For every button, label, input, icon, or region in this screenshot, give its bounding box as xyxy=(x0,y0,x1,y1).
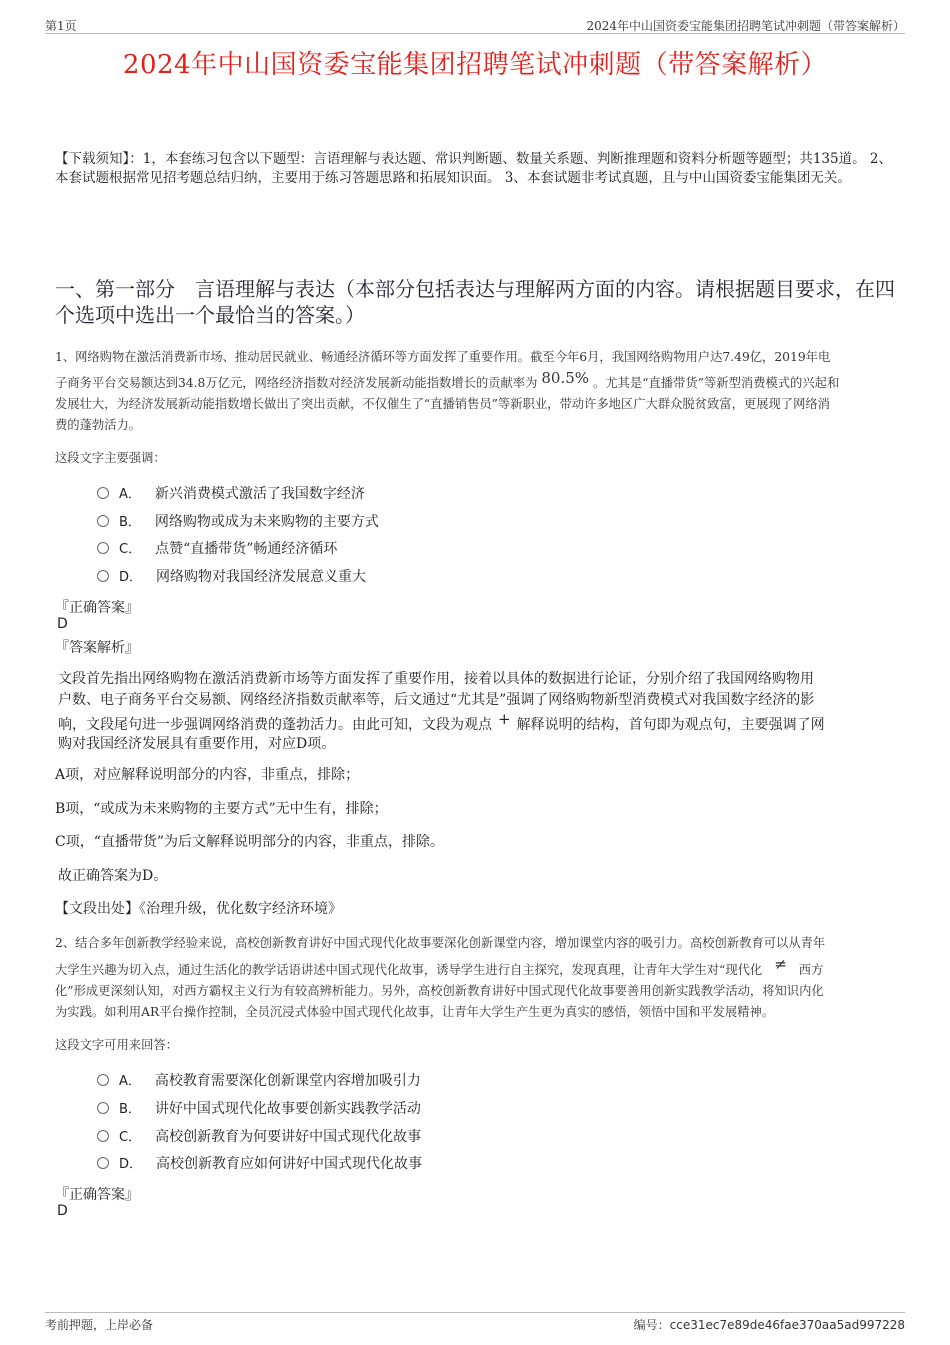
footer-code-label: 编号： xyxy=(633,1318,670,1332)
q2-answer: D xyxy=(57,1203,68,1219)
q1-analysis-label: 『答案解析』 xyxy=(55,640,139,656)
q2-text-line2a: 大学生兴趣为切入点，通过生活化的教学话语讲述中国式现代化故事，诱导学生进行自主探究，发现真理，让青年大学生对“现代化 xyxy=(55,963,763,977)
option-text: 网络购物对我国经济发展意义重大 xyxy=(156,569,367,585)
option-text: 高校创新教育为何要讲好中国式现代化故事 xyxy=(155,1129,422,1145)
footer-slogan: 考前押题，上岸必备 xyxy=(45,1318,154,1332)
q1-analysis-line3b: 解释说明的结构，首句即为观点句，主要强调了网 xyxy=(516,717,825,733)
q1-answer: D xyxy=(57,616,68,632)
q1-text-line2b: 。尤其是“直播带货”等新型消费模式的兴起和 xyxy=(593,376,840,390)
option-text: 讲好中国式现代化故事要创新实践教学活动 xyxy=(154,1101,421,1117)
q1-option-b[interactable] xyxy=(97,512,379,532)
q2-text-line4: 为实践。如利用AR平台操作控制，全员沉浸式体验中国式现代化故事，让青年大学生产生更为真实的感悟，领悟中国和平发展精神。 xyxy=(55,1005,775,1019)
q1-analysis-line1: 文段首先指出网络购物在激活消费新市场等方面发挥了重要作用，接着以具体的数据进行论证，分别介绍了我国网络购物用 xyxy=(58,671,814,687)
q1-text-line2a: 子商务平台交易额达到34.8万亿元，网络经济指数对经济发展新动能指数增长的贡献率为 xyxy=(55,376,538,390)
q1-option-d[interactable] xyxy=(97,567,366,587)
q1-analysis-line3a: 响，文段尾句进一步强调网络消费的蓬勃活力。由此可知，文段为观点 xyxy=(58,717,492,733)
q1-answer-label: 『正确答案』 xyxy=(55,600,139,616)
q1-text-line2 xyxy=(55,371,839,394)
option-letter: D． xyxy=(119,570,143,585)
page-title: 2024年中山国资委宝能集团招聘笔试冲刺题（带答案解析） xyxy=(122,50,828,80)
header-divider xyxy=(45,33,905,34)
q2-text-line2 xyxy=(55,955,824,981)
q2-prompt: 这段文字可用来回答： xyxy=(55,1038,178,1052)
q2-option-d[interactable] xyxy=(97,1154,422,1174)
option-text: 高校教育需要深化创新课堂内容增加吸引力 xyxy=(154,1073,421,1089)
option-letter: A． xyxy=(119,1074,141,1089)
q1-analysis-option-b: B项，“或成为未来购物的主要方式”无中生有，排除； xyxy=(55,801,388,817)
download-notice: 【下载须知】：1，本套练习包含以下题型：言语理解与表达题、常识判断题、数量关系题、判断推理题和资料分析题等题型；共135道。 2、本套试题根据常见招考题总结归纳，主要用于练习答题思路和拓展知识面。 3、本套试题非考试真题，且与中山国资委宝能集团无关。 xyxy=(55,151,892,186)
q2-option-c[interactable] xyxy=(97,1127,421,1147)
q1-conclusion: 故正确答案为D。 xyxy=(58,868,168,884)
q1-analysis-option-c: C项，“直播带货”为后文解释说明部分的内容，非重点，排除。 xyxy=(55,834,445,850)
q1-option-a[interactable] xyxy=(97,484,365,504)
q2-option-b[interactable] xyxy=(97,1099,421,1119)
q1-analysis-line2: 户数、电子商务平台交易额、网络经济指数贡献率等，后文通过“尤其是”强调了网络购物新型消费模式对我国数字经济的影 xyxy=(58,692,815,708)
q2-text-line1: 2、结合多年创新教学经验来说，高校创新教育讲好中国式现代化故事要深化创新课堂内容，增加课堂内容的吸引力。高校创新教育可以从青年 xyxy=(55,936,826,950)
section-heading: 一、第一部分 言语理解与表达（本部分包括表达与理解两方面的内容。请根据题目要求，在四个选项中选出一个最恰当的答案。） xyxy=(55,277,895,327)
option-letter: A． xyxy=(119,487,141,502)
option-letter: B． xyxy=(119,515,141,530)
page-number: 第1页 xyxy=(45,19,77,33)
radio-icon[interactable] xyxy=(97,1074,109,1086)
q1-analysis-line4: 购对我国经济发展具有重要作用，对应D项。 xyxy=(58,736,336,752)
q1-analysis-option-a: A项，对应解释说明部分的内容，非重点，排除； xyxy=(55,767,360,783)
footer-code xyxy=(634,1316,905,1333)
q1-percent-math: 80.5% xyxy=(541,369,590,387)
q1-source: 【文段出处】《治理升级，优化数字经济环境》 xyxy=(55,901,342,917)
q2-answer-label: 『正确答案』 xyxy=(55,1187,139,1203)
q1-text-line1: 1、网络购物在激活消费新市场、推动居民就业、畅通经济循环等方面发挥了重要作用。截至今年6月，我国网络购物用户达7.49亿，2019年电 xyxy=(55,350,831,364)
radio-icon[interactable] xyxy=(97,570,109,582)
option-letter: B． xyxy=(119,1102,141,1117)
footer-divider xyxy=(45,1312,905,1313)
header-doc-title: 2024年中山国资委宝能集团招聘笔试冲刺题（带答案解析） xyxy=(586,19,905,33)
option-letter: D． xyxy=(119,1157,143,1172)
option-text: 点赞“直播带货”畅通经济循环 xyxy=(155,541,338,557)
option-letter: C． xyxy=(119,1130,142,1145)
q1-prompt: 这段文字主要强调： xyxy=(55,451,166,465)
option-text: 高校创新教育应如何讲好中国式现代化故事 xyxy=(156,1156,423,1172)
option-text: 新兴消费模式激活了我国数字经济 xyxy=(154,486,365,502)
radio-icon[interactable] xyxy=(97,1130,109,1142)
q2-text-line2b: 西方 xyxy=(798,963,824,977)
radio-icon[interactable] xyxy=(97,487,109,499)
radio-icon[interactable] xyxy=(97,1157,109,1169)
not-equal-symbol: ≠ xyxy=(774,955,787,973)
q1-option-c[interactable] xyxy=(97,539,337,559)
radio-icon[interactable] xyxy=(97,542,109,554)
q2-text-line3: 化”形成更深刻认知，对西方霸权主义行为有较高辨析能力。另外，高校创新教育讲好中国式现代化故事要善用创新实践教学活动，将知识内化 xyxy=(55,984,824,998)
q1-text-line3: 发展壮大，为经济发展新动能指数增长做出了突出贡献，不仅催生了“直播销售员”等新职业，带动许多地区广大群众脱贫致富，更展现了网络消 xyxy=(55,397,830,411)
plus-symbol: + xyxy=(498,710,511,728)
radio-icon[interactable] xyxy=(97,1102,109,1114)
radio-icon[interactable] xyxy=(97,515,109,527)
q2-option-a[interactable] xyxy=(97,1071,421,1091)
footer-code-value: cce31ec7e89de46fae370aa5ad997228 xyxy=(669,1318,905,1332)
option-text: 网络购物或成为未来购物的主要方式 xyxy=(154,514,379,530)
q1-text-line4: 费的蓬勃活力。 xyxy=(55,418,142,432)
option-letter: C． xyxy=(119,542,142,557)
